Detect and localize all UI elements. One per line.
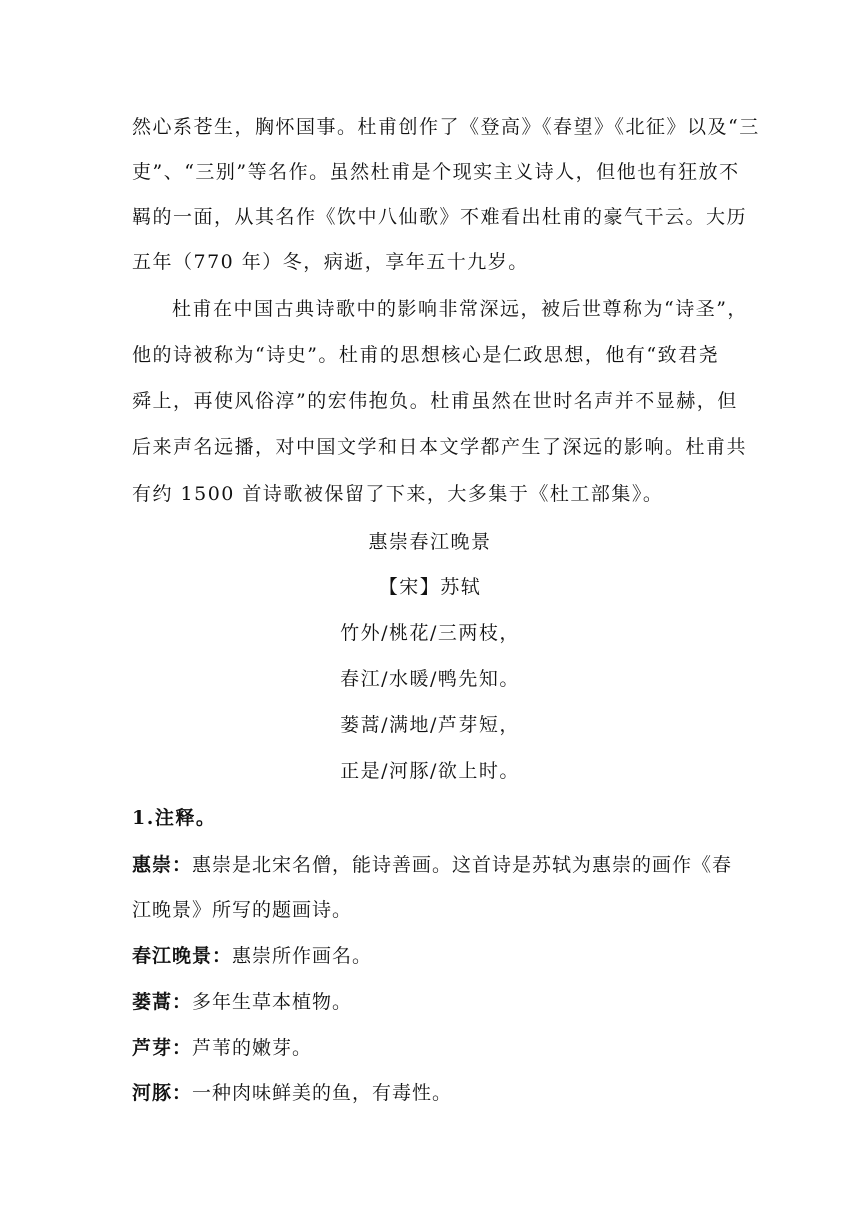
note-item-luya bbox=[132, 1036, 732, 1060]
bio-para2-line-1: 杜甫在中国古典诗歌中的影响非常深远，被后世尊称为“诗圣”， bbox=[172, 298, 748, 320]
note-term: 河豚： bbox=[132, 1082, 193, 1104]
note-term: 惠崇： bbox=[132, 854, 193, 876]
note-text: 惠崇是北宋名僧，能诗善画。这首诗是苏轼为惠崇的画作《春 bbox=[192, 854, 733, 876]
bio-para2-line-3: 舜上，再使风俗淳”的宏伟抱负。杜甫虽然在世时名声并不显赫，但 bbox=[132, 390, 738, 412]
bio-para2-line-4: 后来声名远播，对中国文学和日本文学都产生了深远的影响。杜甫共 bbox=[132, 436, 748, 458]
note-item-huichong-cont: 江晚景》所写的题画诗。 bbox=[132, 899, 353, 921]
bio-para1-line-4: 五年（770 年）冬，病逝，享年五十九岁。 bbox=[132, 251, 529, 273]
bio-para2-line-5: 有约 1500 首诗歌被保留了下来，大多集于《杜工部集》。 bbox=[132, 483, 664, 505]
bio-para1-line-3: 羁的一面，从其名作《饮中八仙歌》不难看出杜甫的豪气干云。大历 bbox=[132, 206, 748, 228]
poem-line-4: 正是/河豚/欲上时。 bbox=[340, 760, 520, 782]
note-item-hetun bbox=[132, 1081, 732, 1105]
note-term: 芦芽： bbox=[132, 1037, 193, 1059]
note-term: 春江晚景： bbox=[132, 945, 233, 967]
poem-title: 惠崇春江晚景 bbox=[368, 531, 492, 553]
notes-heading: 1.注释。 bbox=[132, 807, 217, 829]
note-item-huichong bbox=[132, 853, 732, 877]
poem-line-1: 竹外/桃花/三两枝， bbox=[340, 622, 520, 644]
note-text: 芦苇的嫩芽。 bbox=[192, 1037, 313, 1059]
note-term: 蒌蒿： bbox=[132, 991, 193, 1013]
poem-author: 【宋】苏轼 bbox=[378, 576, 482, 598]
note-item-chunjiang bbox=[132, 944, 732, 968]
note-text: 一种肉味鲜美的鱼，有毒性。 bbox=[192, 1082, 453, 1104]
note-text: 惠崇所作画名。 bbox=[232, 945, 373, 967]
poem-line-2: 春江/水暖/鸭先知。 bbox=[340, 668, 520, 690]
bio-para2-line-2: 他的诗被称为“诗史”。杜甫的思想核心是仁政思想，他有“致君尧 bbox=[132, 344, 720, 366]
bio-para1-line-2: 吏”、“三别”等名作。虽然杜甫是个现实主义诗人，但他也有狂放不 bbox=[132, 161, 740, 183]
note-item-louhao bbox=[132, 990, 732, 1014]
bio-para1-line-1: 然心系苍生，胸怀国事。杜甫创作了《登高》《春望》《北征》以及“三 bbox=[132, 116, 760, 138]
note-text: 多年生草本植物。 bbox=[192, 991, 353, 1013]
poem-line-3: 蒌蒿/满地/芦芽短， bbox=[340, 714, 520, 736]
